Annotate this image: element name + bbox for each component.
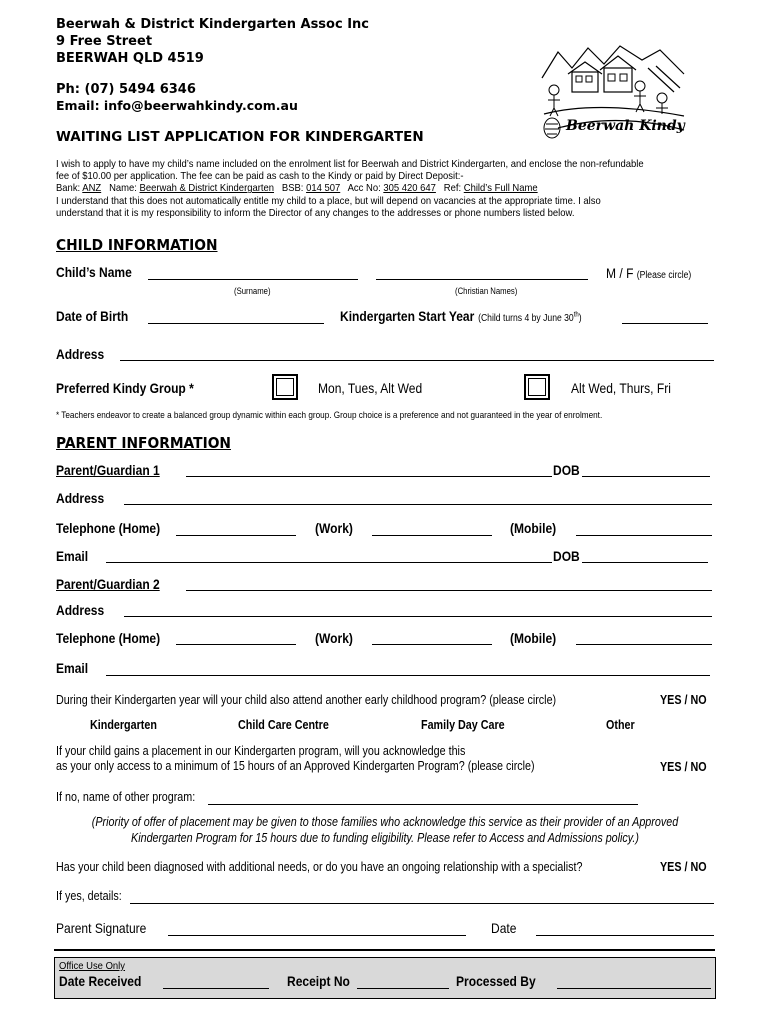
account-name-label: Name: <box>109 182 137 195</box>
date-received-field[interactable] <box>163 988 269 989</box>
guardian-1-mobile-label: (Mobile) <box>510 520 557 536</box>
start-year-note: (Child turns 4 by June 30th) <box>478 311 582 324</box>
guardian-1-email-label: Email <box>56 548 89 564</box>
guardian-1-mobile-field[interactable] <box>576 535 712 536</box>
guardian-1-label: Parent/Guardian 1 <box>56 462 160 478</box>
acc-value: 305 420 647 <box>383 182 436 195</box>
intro-text <box>56 158 644 219</box>
group-footnote: * Teachers endeavor to create a balanced group dynamic within each group. Group choice is a preference and not guaranteed in the year of enrolment. <box>56 410 603 421</box>
priority-note-line-2: Kindergarten Program for 15 hours due to funding eligibility. Please refer to Access and Admissions policy.) <box>131 831 639 845</box>
question-acknowledge-yes-no[interactable]: YES / NO <box>660 760 707 774</box>
group-option-1-label: Mon, Tues, Alt Wed <box>318 380 423 396</box>
receipt-no-label: Receipt No <box>287 973 350 989</box>
details-field[interactable] <box>130 903 714 904</box>
guardian-1-work-field[interactable] <box>372 535 492 536</box>
account-name-value: Beerwah & District Kindergarten <box>139 182 275 195</box>
signature-label: Parent Signature <box>56 920 147 936</box>
parent-info-heading: PARENT INFORMATION <box>56 434 231 452</box>
priority-note-line-1: (Priority of offer of placement may be given to those families who acknowledge this service as their provider of an Approved <box>91 815 679 829</box>
option-family-day-care[interactable]: Family Day Care <box>421 718 505 732</box>
guardian-1-email-field[interactable] <box>106 562 552 563</box>
guardian-2-mobile-label: (Mobile) <box>510 630 557 646</box>
child-address-label: Address <box>56 346 105 362</box>
logo-text: Beerwah Kindy <box>566 118 685 134</box>
office-use-title: Office Use Only <box>59 960 126 972</box>
bank-details <box>56 182 644 194</box>
date-received-label: Date Received <box>59 973 142 989</box>
ref-value: Child’s Full Name <box>463 182 538 195</box>
guardian-2-work-label: (Work) <box>315 630 353 646</box>
signature-date-field[interactable] <box>536 935 714 936</box>
processed-by-label: Processed By <box>456 973 536 989</box>
child-info-heading: CHILD INFORMATION <box>56 236 218 254</box>
guardian-2-email-field[interactable] <box>106 675 710 676</box>
child-address-field[interactable] <box>120 360 714 361</box>
surname-caption: (Surname) <box>234 286 271 296</box>
priority-note <box>40 814 730 846</box>
org-street: 9 Free Street <box>56 34 153 49</box>
guardian-2-mobile-field[interactable] <box>576 644 712 645</box>
guardian-2-label: Parent/Guardian 2 <box>56 576 160 592</box>
start-year-label: Kindergarten Start Year <box>340 308 475 324</box>
guardian-2-tel-home-label: Telephone (Home) <box>56 630 161 646</box>
bsb-label: BSB: <box>281 182 304 195</box>
child-name-label: Child’s Name <box>56 264 132 280</box>
child-dob-field[interactable] <box>148 323 324 324</box>
signature-date-label: Date <box>491 920 517 936</box>
guardian-1-dob-field-2[interactable] <box>582 562 708 563</box>
sex-options[interactable]: M / F <box>606 265 634 281</box>
guardian-1-dob-label: DOB <box>553 462 580 478</box>
dob-label: Date of Birth <box>56 308 129 324</box>
intro-line-1: I wish to apply to have my child’s name included on the enrolment list for Beerwah and District Kindergarten, and enclose the non-refundable <box>56 158 644 170</box>
group-option-1-checkbox[interactable] <box>272 374 298 400</box>
intro-line-5: understand that it is my responsibility to inform the Director of any changes to the addresses or phone numbers listed below. <box>56 206 575 219</box>
guardian-1-tel-home-label: Telephone (Home) <box>56 520 161 536</box>
option-kindergarten[interactable]: Kindergarten <box>90 718 157 732</box>
question-acknowledge <box>56 744 535 774</box>
guardian-1-address-field[interactable] <box>124 504 712 505</box>
org-phone: Ph: (07) 5494 6346 <box>56 82 196 97</box>
group-option-2-checkbox[interactable] <box>524 374 550 400</box>
processed-by-field[interactable] <box>557 988 711 989</box>
question-additional-needs-yes-no[interactable]: YES / NO <box>660 860 707 874</box>
question-acknowledge-line-1: If your child gains a placement in our Kindergarten program, will you acknowledge this <box>56 744 466 758</box>
question-additional-needs: Has your child been diagnosed with additional needs, or do you have an ongoing relationship with a specialist? <box>56 860 583 874</box>
acc-label: Acc No: <box>347 182 381 195</box>
option-child-care-centre[interactable]: Child Care Centre <box>238 718 329 732</box>
kindy-group-label: Preferred Kindy Group * <box>56 380 194 396</box>
child-christian-names-field[interactable] <box>376 279 588 280</box>
form-title: WAITING LIST APPLICATION FOR KINDERGARTEN <box>56 129 424 145</box>
receipt-no-field[interactable] <box>357 988 449 989</box>
start-year-field[interactable] <box>622 323 708 324</box>
guardian-2-address-label: Address <box>56 602 105 618</box>
question-acknowledge-line-2: as your only access to a minimum of 15 hours of an Approved Kindergarten Program? (please circle) <box>56 759 535 773</box>
guardian-1-name-field[interactable] <box>186 476 552 477</box>
bsb-value: 014 507 <box>306 182 341 195</box>
org-email: Email: info@beerwahkindy.com.au <box>56 98 298 113</box>
org-name: Beerwah & District Kindergarten Assoc Inc <box>56 17 370 32</box>
intro-line-4: I understand that this does not automatically entitle my child to a place, but will depend on vacancies at the appropriate time. I also <box>56 194 601 207</box>
sex-options-note: (Please circle) <box>636 270 692 281</box>
guardian-1-dob-label-2: DOB <box>553 548 580 564</box>
other-program-field[interactable] <box>208 804 638 805</box>
guardian-2-tel-home-field[interactable] <box>176 644 296 645</box>
option-other[interactable]: Other <box>606 718 635 732</box>
ref-label: Ref: <box>443 182 462 195</box>
bank-value: ANZ <box>82 182 102 195</box>
org-town: BEERWAH QLD 4519 <box>56 51 204 66</box>
guardian-2-work-field[interactable] <box>372 644 492 645</box>
guardian-1-tel-home-field[interactable] <box>176 535 296 536</box>
guardian-1-dob-field[interactable] <box>582 476 710 477</box>
guardian-1-address-label: Address <box>56 490 105 506</box>
kindy-logo <box>538 38 688 142</box>
guardian-2-address-field[interactable] <box>124 616 712 617</box>
christian-names-caption: (Christian Names) <box>455 286 518 296</box>
office-use-box <box>54 957 716 999</box>
child-surname-field[interactable] <box>148 279 358 280</box>
guardian-1-work-label: (Work) <box>315 520 353 536</box>
group-option-2-label: Alt Wed, Thurs, Fri <box>571 380 671 396</box>
guardian-2-name-field[interactable] <box>186 590 712 591</box>
office-divider <box>54 949 715 951</box>
bank-label: Bank: <box>56 182 81 195</box>
intro-line-2: fee of $10.00 per application. The fee can be paid as cash to the Kindy or paid by Direct Deposit:- <box>56 170 464 183</box>
other-program-label: If no, name of other program: <box>56 790 196 804</box>
details-label: If yes, details: <box>56 889 122 903</box>
question-other-program-yes-no[interactable]: YES / NO <box>660 693 707 707</box>
signature-field[interactable] <box>168 935 466 936</box>
guardian-2-email-label: Email <box>56 660 89 676</box>
question-other-program: During their Kindergarten year will your child also attend another early childhood program? (please circle) <box>56 693 557 707</box>
